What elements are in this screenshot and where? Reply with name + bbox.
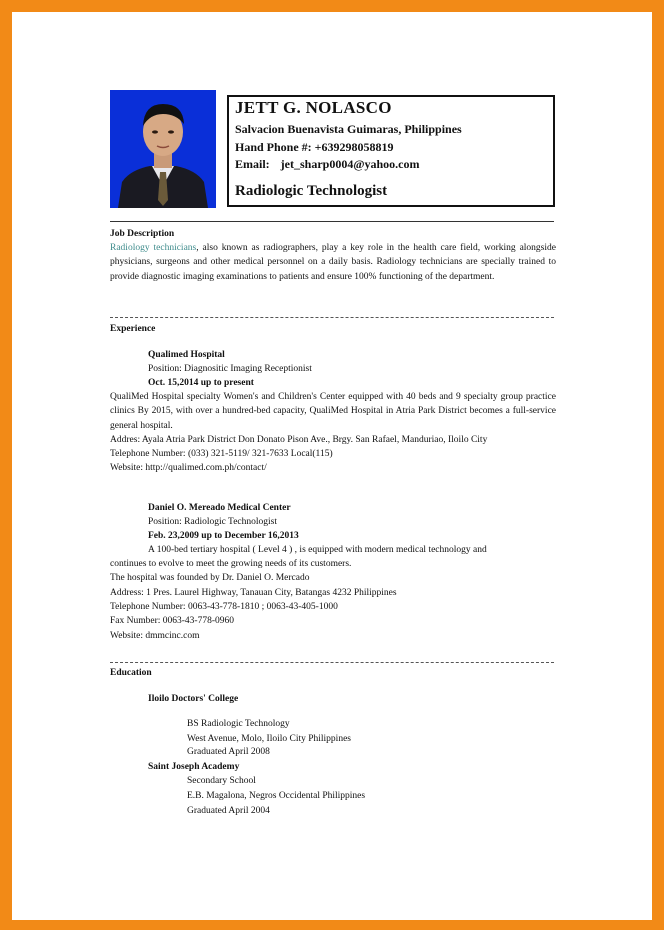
experience-heading: Experience [110,324,156,334]
employer-address: Address: 1 Pres. Laurel Highway, Tanauan City, Batangas 4232 Philippines [110,588,397,598]
employer-address: Addres: Ayala Atria Park District Don Donato Pison Ave., Brgy. San Rafael, Manduriao, Iloilo City [110,435,488,445]
divider [110,317,554,318]
employer-phone: Telephone Number: 0063-43-778-1810 ; 0063-43-405-1000 [110,602,338,612]
person-portrait-icon [110,90,216,208]
education-heading: Education [110,668,152,678]
graduation-date: Graduated April 2008 [187,747,270,757]
phone-number: Hand Phone #: +639298058819 [235,140,394,154]
school-name: Iloilo Doctors' College [148,694,239,704]
position-line: Position: Radiologic Technologist [148,517,277,527]
home-address: Salvacion Buenavista Guimaras, Philippines [235,122,462,136]
divider [110,662,554,663]
employer-founder: The hospital was founded by Dr. Daniel O. Mercado [110,573,310,583]
school-level: Secondary School [187,776,256,786]
employer-fax: Fax Number: 0063-43-778-0960 [110,616,235,626]
profile-photo [110,90,216,208]
applicant-name: JETT G. NOLASCO [235,98,392,117]
employer-description-line: continues to evolve to meet the growing needs of its customers. [110,559,352,569]
email-label: Email: [235,157,270,171]
job-description-heading: Job Description [110,229,175,239]
radiology-technicians-link[interactable]: Radiology technicians [110,243,197,253]
email-address[interactable]: jet_sharp0004@yahoo.com [280,157,420,171]
position-line: Position: Diagnositic Imaging Receptionist [148,364,312,374]
employer-name: Qualimed Hospital [148,350,225,360]
school-name: Saint Joseph Academy [148,762,240,772]
employer-description-line: A 100-bed tertiary hospital ( Level 4 ) , is equipped with modern medical technology and [148,545,487,555]
degree: BS Radiologic Technology [187,719,290,729]
divider [110,221,554,222]
email-line [235,157,420,172]
school-address: West Avenue, Molo, Iloilo City Philippines [187,734,351,744]
job-description-body: , also known as radiographers, play a key role in the health care field, working alongside physicians, surgeons and other medical personnel on a daily basis. Radiology technicians are specially trained to provide diagnostic imaging examinations to patients and ensure 100% functioning of the department. [110,243,556,282]
employer-website[interactable]: Website: dmmcinc.com [110,631,200,641]
employer-description: QualiMed Hospital specialty Women's and Children's Center equipped with 40 beds and 9 specialty group practice clinics By 2015, with over a hundred-bed capacity, QualiMed Hospital in Atria Park District becomes a full-service general hospital. [110,392,556,431]
employment-dates: Oct. 15,2014 up to present [148,378,254,388]
job-description-text [110,241,556,284]
graduation-date: Graduated April 2004 [187,806,270,816]
employer-phone: Telephone Number: (033) 321-5119/ 321-7633 Local(115) [110,449,333,459]
employer-name: Daniel O. Mereado Medical Center [148,503,291,513]
employment-dates: Feb. 23,2009 up to December 16,2013 [148,531,299,541]
job-title: Radiologic Technologist [235,183,388,199]
employer-website[interactable]: Website: http://qualimed.com.ph/contact/ [110,463,267,473]
school-address: E.B. Magalona, Negros Occidental Philippines [187,791,366,801]
